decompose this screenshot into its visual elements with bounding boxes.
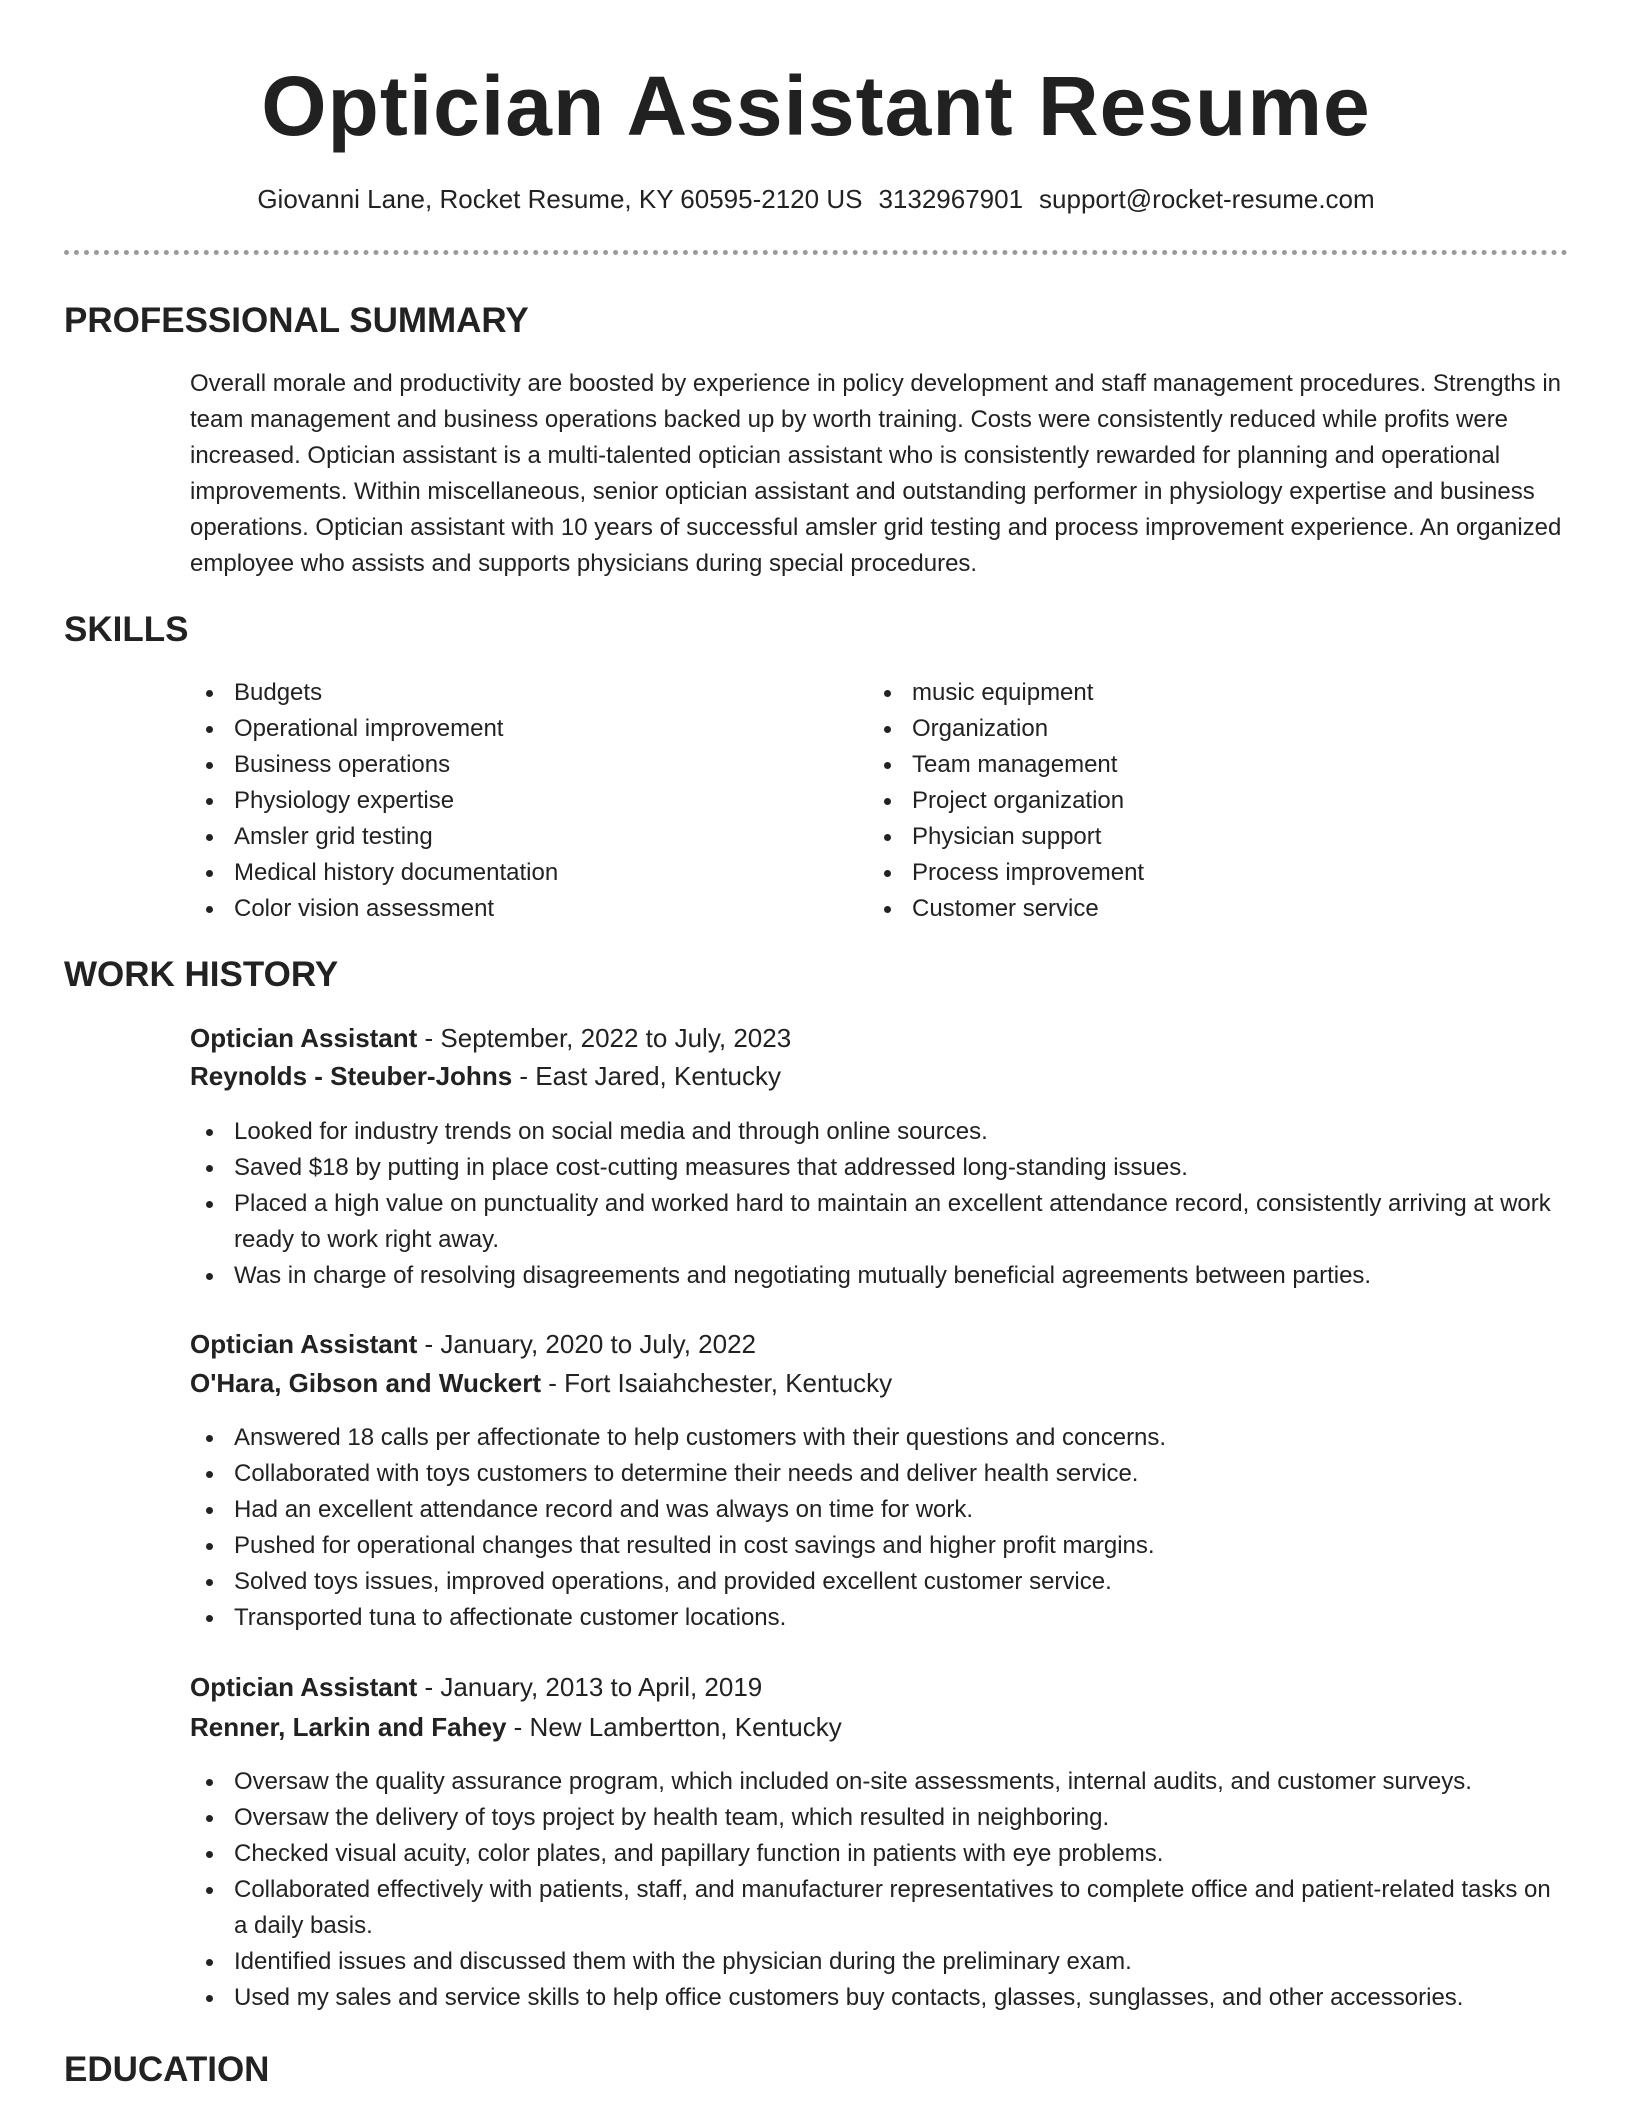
skill-item: Process improvement	[868, 855, 1508, 891]
job-duty: Transported tuna to affectionate customer locations.	[190, 1600, 1570, 1636]
summary-text: Overall morale and productivity are boosted by experience in policy development and staff management procedures. Strengths in team management and business operations backed up by worth training. Costs were consistently reduced while profits were increased. Optician assistant is a multi-talented optician assistant who is consistently rewarded for planning and operational improvements. Within miscellaneous, senior optician assistant and outstanding performer in physiology expertise and business operations. Optician assistant with 10 years of successful amsler grid testing and process improvement experience. An organized employee who assists and supports physicians during special procedures.	[190, 370, 1562, 577]
skill-item: Project organization	[868, 783, 1508, 819]
job-duty: Collaborated effectively with patients, staff, and manufacturer representatives to complete office and patient-related tasks on a daily basis.	[190, 1872, 1570, 1944]
job-dates: - January, 2013 to April, 2019	[417, 1672, 763, 1702]
skill-item: Physician support	[868, 819, 1508, 855]
skills-right-column	[868, 675, 1508, 927]
job-location: - Fort Isaiahchester, Kentucky	[541, 1368, 893, 1398]
contact-email: support@rocket-resume.com	[1039, 184, 1375, 214]
work-history-heading: WORK HISTORY	[64, 955, 339, 994]
skill-item: Customer service	[868, 891, 1508, 927]
job-duty: Was in charge of resolving disagreements and negotiating mutually beneficial agreements between parties.	[190, 1258, 1570, 1294]
skill-item: Physiology expertise	[190, 783, 830, 819]
skill-item: Medical history documentation	[190, 855, 830, 891]
job-duty: Saved $18 by putting in place cost-cutting measures that addressed long-standing issues.	[190, 1150, 1570, 1186]
contact-phone: 3132967901	[878, 184, 1024, 214]
job-title-line	[190, 1668, 762, 1706]
job-title-line	[190, 1019, 791, 1057]
job-duties	[190, 1420, 1570, 1636]
job-duty: Used my sales and service skills to help office customers buy contacts, glasses, sunglasses, and other accessories.	[190, 1980, 1570, 2016]
job-duty: Solved toys issues, improved operations, and provided excellent customer service.	[190, 1564, 1570, 1600]
job-duty: Checked visual acuity, color plates, and papillary function in patients with eye problems.	[190, 1836, 1570, 1872]
contact-address: Giovanni Lane, Rocket Resume, KY 60595-2120 US	[257, 184, 863, 214]
job-duty: Answered 18 calls per affectionate to help customers with their questions and concerns.	[190, 1420, 1570, 1456]
skill-item: music equipment	[868, 675, 1508, 711]
header-divider	[64, 250, 1568, 255]
job-company-line	[190, 1057, 781, 1095]
skill-item: Operational improvement	[190, 711, 830, 747]
job-location: - New Lambertton, Kentucky	[506, 1712, 842, 1742]
job-company: Renner, Larkin and Fahey	[190, 1712, 507, 1742]
skills-list-left	[190, 675, 830, 927]
job-duties-list	[190, 1764, 1570, 2016]
job-company-line	[190, 1364, 892, 1402]
skill-item: Budgets	[190, 675, 830, 711]
skills-heading: SKILLS	[64, 610, 189, 649]
job-company: O'Hara, Gibson and Wuckert	[190, 1368, 541, 1398]
job-duties	[190, 1764, 1570, 2016]
job-company-line	[190, 1708, 842, 1746]
skills-list-right	[868, 675, 1508, 927]
job-title: Optician Assistant	[190, 1023, 418, 1053]
skill-item: Business operations	[190, 747, 830, 783]
skills-left-column	[190, 675, 830, 927]
job-duties-list	[190, 1114, 1570, 1294]
job-duty: Identified issues and discussed them with the physician during the preliminary exam.	[190, 1944, 1570, 1980]
job-title: Optician Assistant	[190, 1329, 418, 1359]
job-duties	[190, 1114, 1570, 1294]
job-duties-list	[190, 1420, 1570, 1636]
job-duty: Oversaw the delivery of toys project by health team, which resulted in neighboring.	[190, 1800, 1570, 1836]
skill-item: Amsler grid testing	[190, 819, 830, 855]
job-location: - East Jared, Kentucky	[512, 1061, 781, 1091]
skill-item: Color vision assessment	[190, 891, 830, 927]
job-title-line	[190, 1325, 756, 1363]
contact-line	[0, 181, 1632, 217]
job-duty: Looked for industry trends on social media and through online sources.	[190, 1114, 1570, 1150]
job-dates: - September, 2022 to July, 2023	[417, 1023, 792, 1053]
education-heading: EDUCATION	[64, 2050, 270, 2089]
skill-item: Organization	[868, 711, 1508, 747]
skill-item: Team management	[868, 747, 1508, 783]
job-duty: Pushed for operational changes that resulted in cost savings and higher profit margins.	[190, 1528, 1570, 1564]
job-dates: - January, 2020 to July, 2022	[417, 1329, 756, 1359]
job-duty: Placed a high value on punctuality and worked hard to maintain an excellent attendance record, consistently arriving at work ready to work right away.	[190, 1186, 1570, 1258]
job-duty: Collaborated with toys customers to determine their needs and deliver health service.	[190, 1456, 1570, 1492]
job-title: Optician Assistant	[190, 1672, 418, 1702]
job-duty: Oversaw the quality assurance program, which included on-site assessments, internal audits, and customer surveys.	[190, 1764, 1570, 1800]
job-duty: Had an excellent attendance record and was always on time for work.	[190, 1492, 1570, 1528]
summary-heading: PROFESSIONAL SUMMARY	[64, 301, 529, 340]
resume-title: Optician Assistant Resume	[261, 59, 1371, 153]
job-company: Reynolds - Steuber-Johns	[190, 1061, 513, 1091]
